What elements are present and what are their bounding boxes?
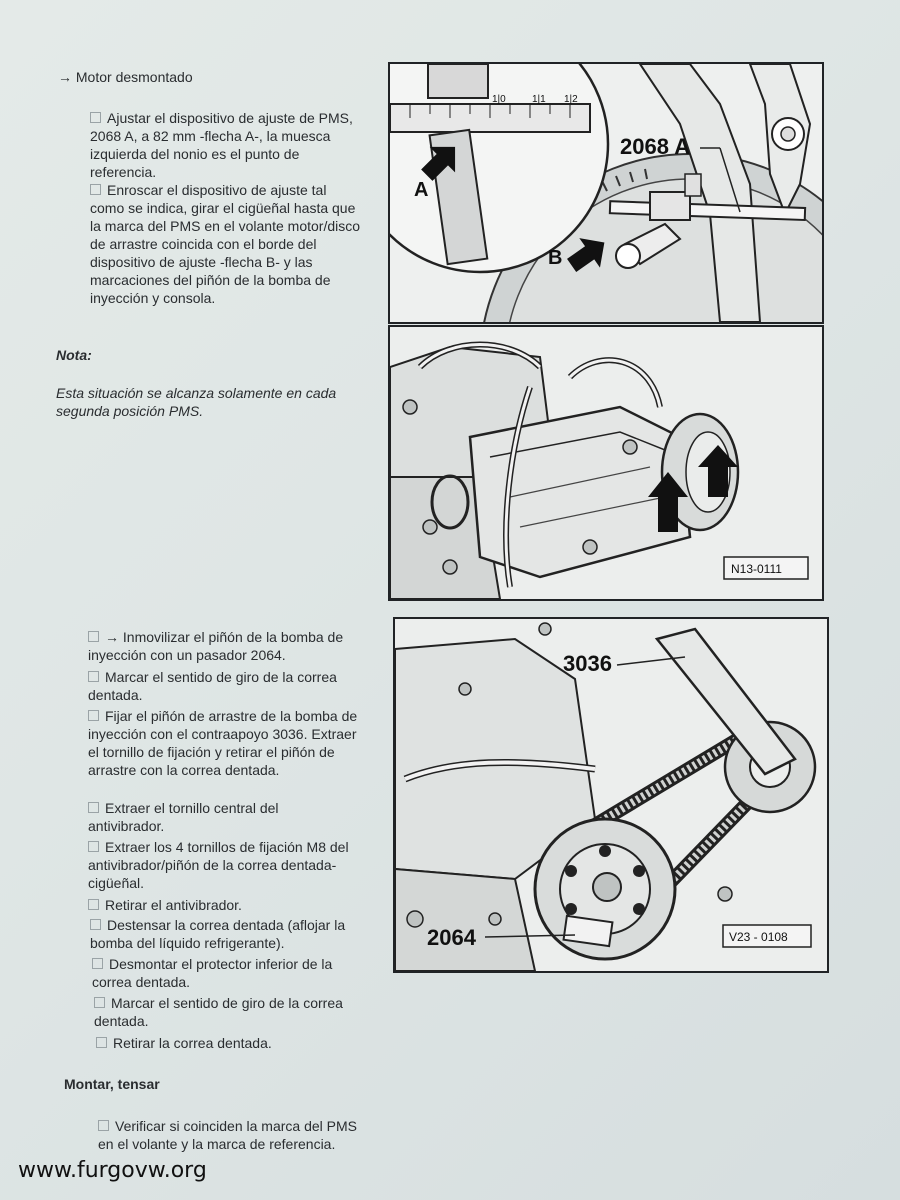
- figure-timing-belt: [393, 617, 829, 973]
- figure-tdc-adjust: [388, 62, 824, 324]
- checkbox-icon: [90, 112, 101, 123]
- checkbox-icon: [92, 958, 103, 969]
- list-item: Marcar el sentido de giro de la correa dentada.: [88, 669, 337, 703]
- arrow-b-label: B: [548, 247, 563, 269]
- scale-label-1: 1|0: [492, 94, 506, 105]
- checkbox-icon: [88, 802, 99, 813]
- list-item: Verificar si coinciden la marca del PMS en el volante y la marca de referencia.: [98, 1118, 357, 1152]
- list-item: Extraer los 4 tornillos de fijación M8 del antivibrador/piñón de la correa dentada-cigüeñal.: [88, 839, 349, 891]
- list-item: Desmontar el protector inferior de la correa dentada.: [92, 956, 333, 990]
- note-label: Nota:: [56, 347, 92, 363]
- checkbox-icon: [90, 184, 101, 195]
- section-heading-motor-desmontado: → Motor desmontado: [58, 69, 193, 85]
- note-text: Esta situación se alcanza solamente en cada segunda posición PMS.: [56, 385, 337, 419]
- checkbox-icon: [88, 631, 99, 642]
- list-item: Enroscar el dispositivo de ajuste tal como se indica, girar el cigüeñal hasta que la marca del PMS en el volante motor/disco de arrastre coincida con el borde del dispositivo de ajuste -flecha B- y las marcaciones del piñón de la bomba de inyección y consola.: [90, 182, 361, 306]
- figure-injection-pump: [388, 325, 824, 601]
- checkbox-icon: [90, 919, 101, 930]
- list-item: Marcar el sentido de giro de la correa dentada.: [94, 995, 343, 1029]
- list-item: Extraer el tornillo central del antivibrador.: [88, 800, 279, 834]
- list-item: Destensar la correa dentada (aflojar la bomba del líquido refrigerante).: [90, 917, 346, 951]
- figure-code-n13: N13-0111: [731, 562, 782, 576]
- arrow-a-label: A: [414, 179, 429, 201]
- tool-label-2064: 2064: [427, 925, 476, 950]
- list-item: Retirar el antivibrador.: [88, 896, 358, 914]
- checkbox-icon: [96, 1037, 107, 1048]
- checkbox-icon: [94, 997, 105, 1008]
- figure-code-v23: V23 - 0108: [729, 930, 788, 944]
- list-item: → Inmovilizar el piñón de la bomba de inyección con un pasador 2064.: [88, 629, 344, 663]
- checkbox-icon: [88, 841, 99, 852]
- list-item: Retirar la correa dentada.: [96, 1034, 366, 1052]
- scale-label-2: 1|1: [532, 94, 546, 105]
- checkbox-icon: [98, 1120, 109, 1131]
- tool-label-2068a: 2068 A: [620, 134, 691, 159]
- section-heading-montar-tensar: Montar, tensar: [64, 1076, 160, 1092]
- list-item: Fijar el piñón de arrastre de la bomba de inyección con el contraapoyo 3036. Extraer el tornillo de fijación y retirar el piñón de arrastre con la correa dentada.: [88, 708, 358, 778]
- tool-label-3036: 3036: [563, 651, 612, 676]
- list-item: Ajustar el dispositivo de ajuste de PMS, 2068 A, a 82 mm -flecha A-, la muesca izquierda del nonio es el punto de referencia.: [90, 110, 353, 180]
- scale-label-3: 1|2: [564, 94, 578, 105]
- checkbox-icon: [88, 899, 99, 910]
- checkbox-icon: [88, 671, 99, 682]
- checkbox-icon: [88, 710, 99, 721]
- watermark: www.furgovw.org: [18, 1158, 207, 1183]
